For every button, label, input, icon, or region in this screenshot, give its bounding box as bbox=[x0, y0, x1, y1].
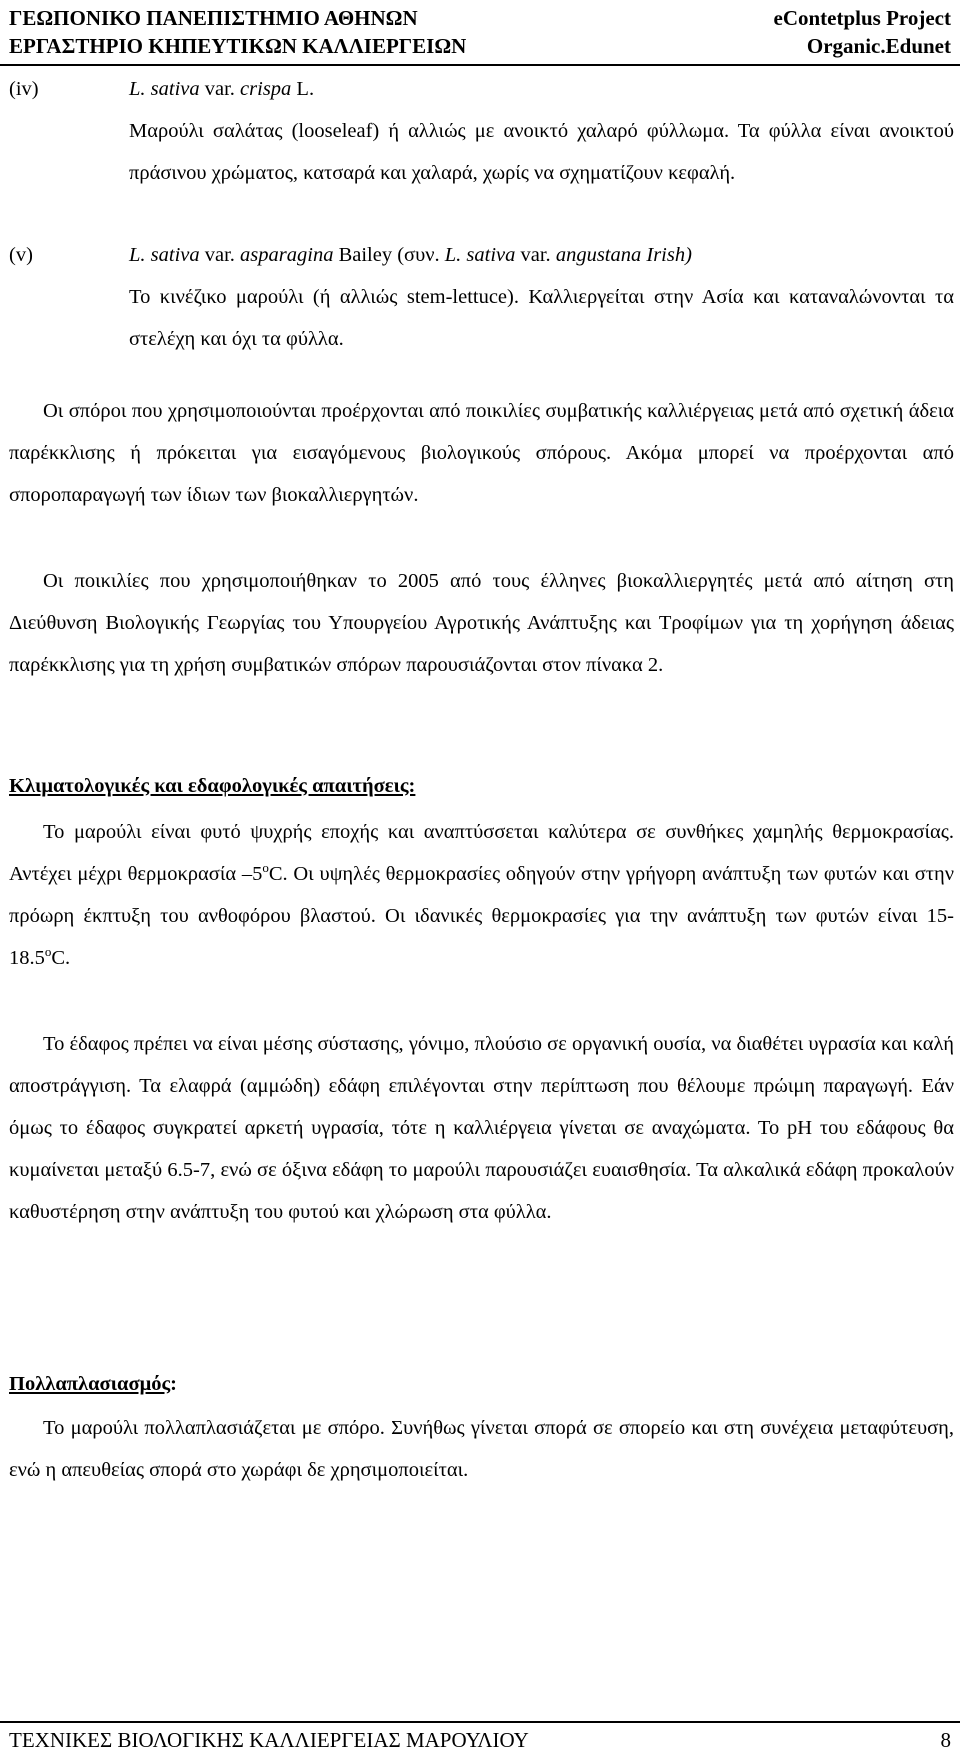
variety-name: L. sativa var. asparagina Bailey (συν. L. sativa var. angustana Irish) bbox=[129, 244, 692, 266]
variety-item-v bbox=[9, 244, 954, 364]
page-header bbox=[0, 0, 960, 62]
item-number: (iv) bbox=[9, 78, 39, 100]
variety-description: Το κινέζικο μαρούλι (ή αλλιώς stem-lettuce). Καλλιεργείται στην Ασία και καταναλώνονται τα στελέχη και όχι τα φύλλα. bbox=[129, 286, 954, 350]
page-footer bbox=[0, 1728, 960, 1758]
propagation-paragraph: Το μαρούλι πολλαπλασιάζεται με σπόρο. Συνήθως γίνεται σπορά σε σπορείο και στη συνέχεια μεταφύτευση, ενώ η απευθείας σπορά στο χωράφι δε χρησιμοποιείται. bbox=[9, 1417, 954, 1481]
header-edunet: Organic.Edunet bbox=[806, 34, 951, 58]
header-laboratory: ΕΡΓΑΣΤΗΡΙΟ ΚΗΠΕΥΤΙΚΩΝ ΚΑΛΛΙΕΡΓΕΙΩΝ bbox=[9, 34, 467, 58]
page-number: 8 bbox=[940, 1728, 951, 1752]
header-university: ΓΕΩΠΟΝΙΚΟ ΠΑΝΕΠΙΣΤΗΜΙΟ ΑΘΗΝΩΝ bbox=[9, 6, 418, 30]
soil-paragraph: Το έδαφος πρέπει να είναι μέσης σύστασης, γόνιμο, πλούσιο σε οργανική ουσία, να διαθέτει υγρασία και καλή αποστράγγιση. Τα ελαφρά (αμμώδη) εδάφη επιλέγονται στην περίπτωση που θέλουμε πρώιμη παραγωγή. Εάν όμως το έδαφος συγκρατεί αρκετή υγρασία, τότε η καλλιέργεια γίνεται σε αναχώματα. Το pH του εδάφους θα κυμαίνεται μεταξύ 6.5-7, ενώ σε όξινα εδάφη το μαρούλι παρουσιάζει ευαισθησία. Τα αλκαλικά εδάφη προκαλούν καθυστέρηση στην ανάπτυξη του φυτού και χλώρωση στα φύλλα. bbox=[9, 1033, 954, 1223]
item-number: (v) bbox=[9, 244, 33, 266]
variety-description: Μαρούλι σαλάτας (looseleaf) ή αλλιώς με ανοικτό χαλαρό φύλλωμα. Τα φύλλα είναι ανοικτού πράσινου χρώματος, κατσαρά και χαλαρά, χωρίς να σχηματίζουν κεφαλή. bbox=[129, 120, 954, 184]
header-divider bbox=[0, 64, 960, 66]
climate-paragraph: Το μαρούλι είναι φυτό ψυχρής εποχής και αναπτύσσεται καλύτερα σε συνθήκες χαμηλής θερμοκρασίας. Αντέχει μέχρι θερμοκρασία –5$^o$C. Οι υψηλές θερμοκρασίες οδηγούν στην γρήγορη ανάπτυξη των φυτών και στην πρόωρη έκπτυξη του ανθοφόρου βλαστού. Οι ιδανικές θερμοκρασίες για την ανάπτυξη των φυτών είναι 15-18.5$^o$C. bbox=[9, 821, 954, 969]
footer-title: ΤΕΧΝΙΚΕΣ ΒΙΟΛΟΓΙΚΗΣ ΚΑΛΛΙΕΡΓΕΙΑΣ ΜΑΡΟΥΛΙΟΥ bbox=[9, 1728, 529, 1752]
footer-divider bbox=[0, 1721, 960, 1723]
header-project: eContetplus Project bbox=[773, 6, 951, 30]
seeds-paragraph: Οι σπόροι που χρησιμοποιούνται προέρχονται από ποικιλίες συμβατικής καλλιέργειας μετά από σχετική άδεια παρέκκλισης ή πρόκειται για εισαγόμενους βιολογικούς σπόρους. Ακόμα μπορεί να προέρχονται από σποροπαραγωγή των ίδιων των βιοκαλλιεργητών. bbox=[9, 400, 954, 506]
climate-heading: Κλιματολογικές και εδαφολογικές απαιτήσεις: bbox=[9, 775, 416, 797]
variety-name: L. sativa var. crispa L. bbox=[129, 78, 315, 100]
propagation-heading: Πολλαπλασιασμός: bbox=[9, 1373, 177, 1395]
varieties-paragraph: Οι ποικιλίες που χρησιμοποιήθηκαν το 2005 από τους έλληνες βιοκαλλιεργητές μετά από αίτηση στη Διεύθυνση Βιολογικής Γεωργίας του Υπουργείου Αγροτικής Ανάπτυξης και Τροφίμων για τη χορήγηση άδειας παρέκκλισης για τη χρήση συμβατικών σπόρων παρουσιάζονται στον πίνακα 2. bbox=[9, 570, 954, 676]
